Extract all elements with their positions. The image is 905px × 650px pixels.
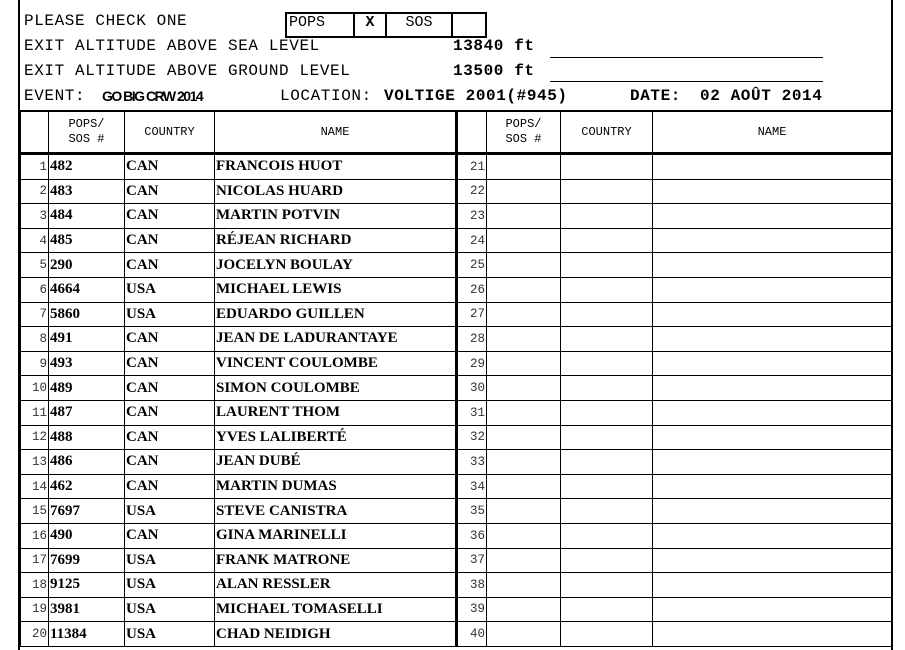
row-number-right: 36: [457, 523, 487, 548]
name-cell: YVES LALIBERTÉ: [215, 425, 457, 450]
country-cell-right[interactable]: [561, 474, 653, 499]
name-cell: MARTIN DUMAS: [215, 474, 457, 499]
pops-checkbox[interactable]: [285, 12, 355, 38]
row-number: 4: [21, 228, 49, 253]
row-number-right: 38: [457, 573, 487, 598]
name-cell: JEAN DUBÉ: [215, 450, 457, 475]
row-number: 20: [21, 622, 49, 647]
name-cell-right[interactable]: [653, 573, 892, 598]
name-cell-right[interactable]: [653, 253, 892, 278]
name-cell-right[interactable]: [653, 204, 892, 229]
row-number-right: 32: [457, 425, 487, 450]
name-cell: FRANK MATRONE: [215, 548, 457, 573]
location-value: VOLTIGE 2001(#945): [384, 87, 568, 105]
country-cell: USA: [125, 302, 215, 327]
country-cell-right[interactable]: [561, 523, 653, 548]
country-cell-right[interactable]: [561, 302, 653, 327]
name-cell-right[interactable]: [653, 228, 892, 253]
country-cell: USA: [125, 573, 215, 598]
country-cell: USA: [125, 548, 215, 573]
row-number-right: 29: [457, 351, 487, 376]
row-number-right: 21: [457, 154, 487, 180]
name-cell: MICHAEL LEWIS: [215, 277, 457, 302]
pops-sos-cell: 493: [49, 351, 125, 376]
name-cell: MARTIN POTVIN: [215, 204, 457, 229]
name-cell-right[interactable]: [653, 425, 892, 450]
pops-sos-cell: 489: [49, 376, 125, 401]
pops-check-mark[interactable]: X: [353, 12, 387, 38]
country-cell-right[interactable]: [561, 179, 653, 204]
name-cell-right[interactable]: [653, 548, 892, 573]
name-cell-right[interactable]: [653, 474, 892, 499]
row-number: 2: [21, 179, 49, 204]
name-cell: VINCENT COULOMBE: [215, 351, 457, 376]
row-number: 10: [21, 376, 49, 401]
date-value: 02 AOÛT 2014: [700, 87, 823, 105]
country-cell-right[interactable]: [561, 204, 653, 229]
pops-sos-cell-right[interactable]: [487, 179, 561, 204]
row-number-right: 40: [457, 622, 487, 647]
country-cell: CAN: [125, 154, 215, 180]
table-row: [21, 474, 892, 499]
pops-sos-cell: 3981: [49, 597, 125, 622]
table-row: [21, 622, 892, 647]
country-cell: CAN: [125, 204, 215, 229]
pops-sos-cell: 4664: [49, 277, 125, 302]
pops-label: POPS: [289, 14, 326, 31]
country-cell-right[interactable]: [561, 622, 653, 647]
pops-sos-cell-right[interactable]: [487, 425, 561, 450]
pops-sos-cell: 488: [49, 425, 125, 450]
pops-sos-cell: 7697: [49, 499, 125, 524]
name-cell-right[interactable]: [653, 179, 892, 204]
table-row: [21, 154, 892, 180]
pops-sos-cell-right[interactable]: [487, 400, 561, 425]
country-header: COUNTRY: [125, 111, 215, 154]
date-label: DATE:: [630, 87, 682, 105]
pops-sos-cell: 290: [49, 253, 125, 278]
name-cell: GINA MARINELLI: [215, 523, 457, 548]
row-number: 9: [21, 351, 49, 376]
row-number-right: 34: [457, 474, 487, 499]
row-number-right: 37: [457, 548, 487, 573]
name-cell: STEVE CANISTRA: [215, 499, 457, 524]
pops-sos-cell-right[interactable]: [487, 597, 561, 622]
pops-sos-cell-right[interactable]: [487, 351, 561, 376]
pops-sos-cell: 462: [49, 474, 125, 499]
table-row: [21, 277, 892, 302]
name-cell-right[interactable]: [653, 327, 892, 352]
check-one-label: PLEASE CHECK ONE: [24, 12, 188, 30]
exit-altitude-ground-value: 13500 ft: [453, 62, 535, 80]
pops-sos-cell: 485: [49, 228, 125, 253]
table-row: [21, 400, 892, 425]
row-number-right: 30: [457, 376, 487, 401]
name-cell-right[interactable]: [653, 597, 892, 622]
row-number: 3: [21, 204, 49, 229]
table-row: [21, 573, 892, 598]
pops-sos-cell: 11384: [49, 622, 125, 647]
name-cell-right[interactable]: [653, 523, 892, 548]
exit-altitude-ground-label: EXIT ALTITUDE ABOVE GROUND LEVEL: [24, 62, 351, 80]
row-number-right: 33: [457, 450, 487, 475]
row-number: 15: [21, 499, 49, 524]
name-cell: SIMON COULOMBE: [215, 376, 457, 401]
row-number: 6: [21, 277, 49, 302]
name-cell: FRANCOIS HUOT: [215, 154, 457, 180]
name-header: NAME: [215, 111, 457, 154]
country-cell: CAN: [125, 400, 215, 425]
pops-sos-cell: 491: [49, 327, 125, 352]
row-number: 18: [21, 573, 49, 598]
pops-sos-header-right: POPS/ SOS #: [487, 111, 561, 154]
pops-sos-cell-right[interactable]: [487, 253, 561, 278]
manifest-form: [18, 0, 893, 650]
table-row: [21, 253, 892, 278]
name-cell-right[interactable]: [653, 622, 892, 647]
name-cell: MICHAEL TOMASELLI: [215, 597, 457, 622]
country-cell: CAN: [125, 327, 215, 352]
country-cell-right[interactable]: [561, 253, 653, 278]
country-cell-right[interactable]: [561, 351, 653, 376]
pops-sos-cell-right[interactable]: [487, 474, 561, 499]
pops-sos-cell-right[interactable]: [487, 573, 561, 598]
pops-sos-cell-right[interactable]: [487, 302, 561, 327]
sos-label: SOS: [405, 14, 433, 31]
name-header-right: NAME: [653, 111, 892, 154]
row-number-right: 39: [457, 597, 487, 622]
row-number-right: 26: [457, 277, 487, 302]
pops-sos-cell-right[interactable]: [487, 450, 561, 475]
row-number: 8: [21, 327, 49, 352]
country-cell-right[interactable]: [561, 154, 653, 180]
roster-table: [20, 110, 892, 647]
country-cell: CAN: [125, 228, 215, 253]
country-cell-right[interactable]: [561, 400, 653, 425]
country-cell-right[interactable]: [561, 327, 653, 352]
country-cell-right[interactable]: [561, 499, 653, 524]
name-cell: EDUARDO GUILLEN: [215, 302, 457, 327]
country-cell: CAN: [125, 351, 215, 376]
pops-sos-cell-right[interactable]: [487, 277, 561, 302]
row-number: 11: [21, 400, 49, 425]
name-cell: JEAN DE LADURANTAYE: [215, 327, 457, 352]
table-row: [21, 425, 892, 450]
pops-sos-cell: 9125: [49, 573, 125, 598]
country-cell: CAN: [125, 474, 215, 499]
row-number-right: 28: [457, 327, 487, 352]
exit-altitude-sea-value: 13840 ft: [453, 37, 535, 55]
row-number: 5: [21, 253, 49, 278]
country-cell-right[interactable]: [561, 376, 653, 401]
country-cell-right[interactable]: [561, 277, 653, 302]
name-cell: RÉJEAN RICHARD: [215, 228, 457, 253]
country-cell-right[interactable]: [561, 228, 653, 253]
row-number: 16: [21, 523, 49, 548]
name-cell-right[interactable]: [653, 450, 892, 475]
exit-altitude-sea-label: EXIT ALTITUDE ABOVE SEA LEVEL: [24, 37, 320, 55]
row-number-right: 27: [457, 302, 487, 327]
pops-sos-cell-right[interactable]: [487, 622, 561, 647]
country-cell: CAN: [125, 376, 215, 401]
pops-sos-cell: 484: [49, 204, 125, 229]
country-cell: CAN: [125, 179, 215, 204]
exit-sea-underline: [550, 57, 823, 58]
name-cell-right[interactable]: [653, 277, 892, 302]
country-cell-right[interactable]: [561, 548, 653, 573]
pops-sos-cell-right[interactable]: [487, 548, 561, 573]
country-cell-right[interactable]: [561, 573, 653, 598]
name-cell-right[interactable]: [653, 302, 892, 327]
table-row: [21, 499, 892, 524]
location-label: LOCATION:: [280, 87, 372, 105]
exit-ground-underline: [550, 81, 823, 82]
table-row: [21, 523, 892, 548]
country-cell: CAN: [125, 253, 215, 278]
name-cell: ALAN RESSLER: [215, 573, 457, 598]
row-number-right: 25: [457, 253, 487, 278]
country-cell: CAN: [125, 425, 215, 450]
table-row: [21, 351, 892, 376]
pops-sos-cell: 487: [49, 400, 125, 425]
name-cell: NICOLAS HUARD: [215, 179, 457, 204]
pops-sos-cell: 490: [49, 523, 125, 548]
pops-sos-cell: 486: [49, 450, 125, 475]
event-value: GO BIG CRW 2014: [102, 88, 203, 104]
table-row: [21, 179, 892, 204]
pops-sos-cell: 5860: [49, 302, 125, 327]
table-row: [21, 450, 892, 475]
country-cell: USA: [125, 499, 215, 524]
table-row: [21, 228, 892, 253]
pops-sos-cell-right[interactable]: [487, 327, 561, 352]
row-number: 17: [21, 548, 49, 573]
country-cell: USA: [125, 622, 215, 647]
pops-sos-header: POPS/ SOS #: [49, 111, 125, 154]
country-cell: USA: [125, 597, 215, 622]
name-cell-right[interactable]: [653, 400, 892, 425]
row-number: 1: [21, 154, 49, 180]
row-number-right: 31: [457, 400, 487, 425]
sos-label-box: [385, 12, 453, 38]
name-cell: CHAD NEIDIGH: [215, 622, 457, 647]
row-number: 14: [21, 474, 49, 499]
row-number: 7: [21, 302, 49, 327]
country-cell: USA: [125, 277, 215, 302]
country-cell-right[interactable]: [561, 425, 653, 450]
pops-sos-cell: 482: [49, 154, 125, 180]
row-number-header: [21, 111, 49, 154]
country-cell: CAN: [125, 523, 215, 548]
name-cell: LAURENT THOM: [215, 400, 457, 425]
pops-sos-cell-right[interactable]: [487, 204, 561, 229]
pops-sos-cell: 7699: [49, 548, 125, 573]
event-label: EVENT:: [24, 87, 86, 105]
row-number: 13: [21, 450, 49, 475]
pops-sos-cell-right[interactable]: [487, 376, 561, 401]
row-number-right: 22: [457, 179, 487, 204]
name-cell-right[interactable]: [653, 154, 892, 180]
name-cell-right[interactable]: [653, 376, 892, 401]
table-row: [21, 548, 892, 573]
row-number: 12: [21, 425, 49, 450]
table-row: [21, 327, 892, 352]
sos-checkbox[interactable]: [451, 12, 487, 38]
table-row: [21, 376, 892, 401]
roster-body: [21, 154, 892, 647]
row-number: 19: [21, 597, 49, 622]
row-number-right: 35: [457, 499, 487, 524]
name-cell-right[interactable]: [653, 351, 892, 376]
table-header-row: [21, 111, 892, 154]
table-row: [21, 597, 892, 622]
pops-sos-cell-right[interactable]: [487, 523, 561, 548]
pops-sos-cell: 483: [49, 179, 125, 204]
pops-sos-cell-right[interactable]: [487, 154, 561, 180]
name-cell: JOCELYN BOULAY: [215, 253, 457, 278]
country-cell-right[interactable]: [561, 450, 653, 475]
table-row: [21, 204, 892, 229]
row-number-right: 24: [457, 228, 487, 253]
pops-sos-cell-right[interactable]: [487, 499, 561, 524]
country-header-right: COUNTRY: [561, 111, 653, 154]
row-number-header-right: [457, 111, 487, 154]
country-cell: CAN: [125, 450, 215, 475]
country-cell-right[interactable]: [561, 597, 653, 622]
pops-sos-cell-right[interactable]: [487, 228, 561, 253]
row-number-right: 23: [457, 204, 487, 229]
name-cell-right[interactable]: [653, 499, 892, 524]
table-row: [21, 302, 892, 327]
